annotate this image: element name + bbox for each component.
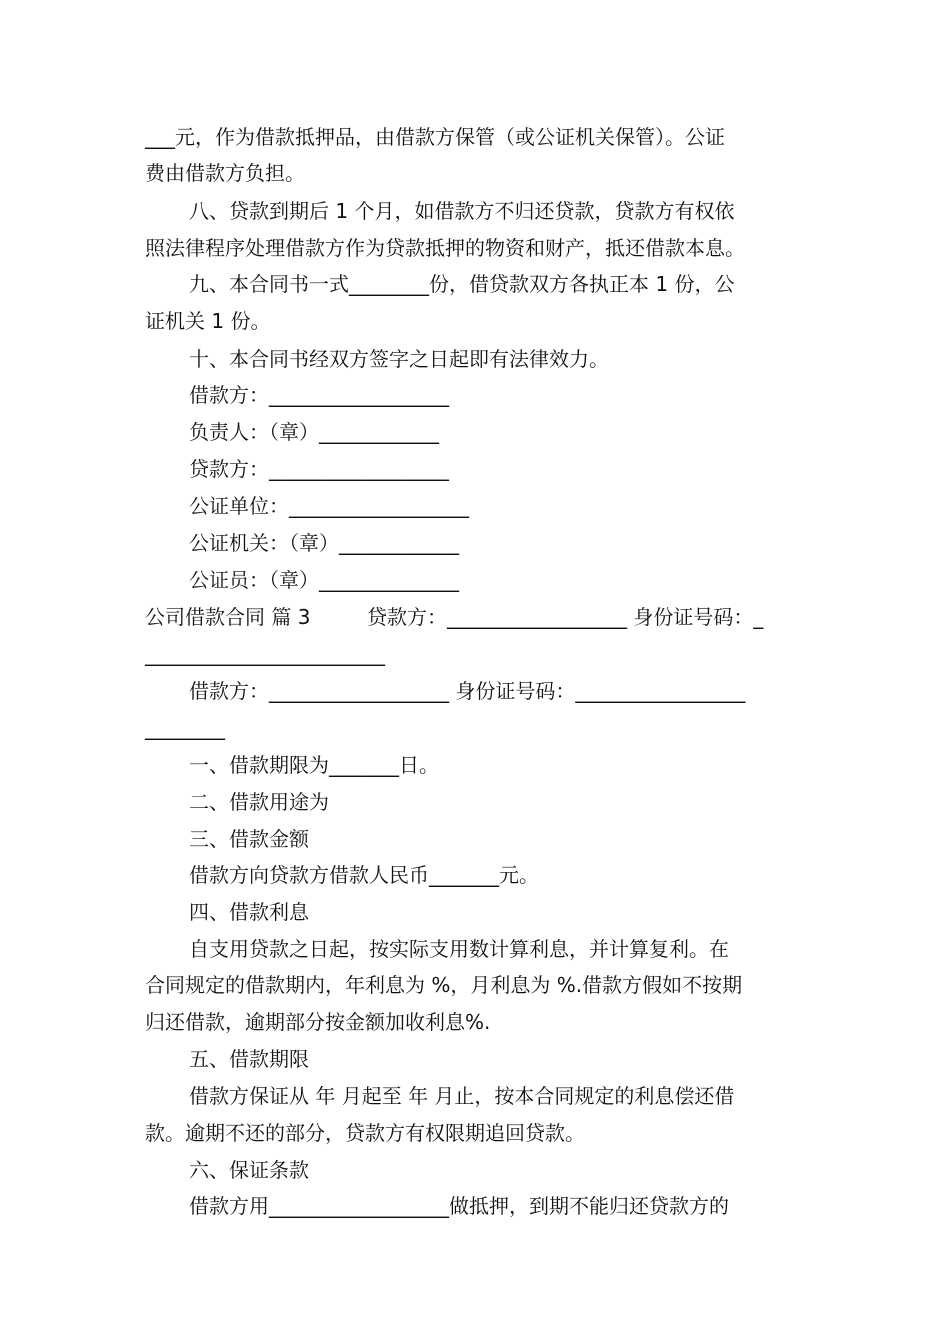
clause-1-term: 一、借款期限为_______日。	[189, 753, 439, 777]
borrower-id-continuation: ________	[145, 716, 225, 740]
paragraph-line: 照法律程序处理借款方作为贷款抵押的物资和财产，抵还借款本息。	[145, 236, 745, 260]
clause-9-line: 九、本合同书一式________份，借贷款双方各执正本 1 份，公	[189, 272, 735, 296]
lender-id-continuation: ________________________	[145, 642, 385, 666]
clause-8-line: 八、贷款到期后 1 个月，如借款方不归还贷款，贷款方有权依	[189, 199, 735, 223]
paragraph-line: ___元，作为借款抵押品，由借款方保管（或公证机关保管）。公证	[145, 125, 725, 149]
lender-id-line: 贷款方：__________________ 身份证号码：_	[367, 605, 764, 629]
clause-10-line: 十、本合同书经双方签字之日起即有法律效力。	[189, 347, 609, 371]
signature-responsible-person: 负责人：（章）____________	[189, 420, 439, 444]
paragraph-line: 费由借款方负担。	[145, 161, 305, 185]
paragraph-line: 借款方用__________________做抵押，到期不能归还贷款方的	[189, 1194, 729, 1218]
signature-notary-office: 公证机关：（章）____________	[189, 531, 459, 555]
paragraph-line: 证机关 1 份。	[145, 309, 271, 333]
clause-3-amount: 借款方向贷款方借款人民币_______元。	[189, 863, 539, 887]
paragraph-line: 借款方保证从 年 月起至 年 月止，按本合同规定的利息偿还借	[189, 1084, 735, 1108]
paragraph-line: 自支用贷款之日起，按实际支用数计算利息，并计算复利。在	[189, 937, 729, 961]
paragraph-line: 合同规定的借款期内，年利息为 %，月利息为 %.借款方假如不按期	[145, 973, 743, 997]
clause-4-heading: 四、借款利息	[189, 900, 309, 924]
paragraph-line: 款。逾期不还的部分，贷款方有权限期追回贷款。	[145, 1121, 585, 1145]
clause-6-heading: 六、保证条款	[189, 1158, 309, 1182]
section-heading: 公司借款合同 篇 3	[145, 605, 311, 629]
clause-3-heading: 三、借款金额	[189, 827, 309, 851]
signature-notary-clerk: 公证员：（章）______________	[189, 568, 459, 592]
paragraph-line: 归还借款，逾期部分按金额加收利息%.	[145, 1010, 491, 1034]
signature-lender: 贷款方：__________________	[189, 457, 449, 481]
borrower-id-line: 借款方：__________________ 身份证号码：_________________	[189, 679, 746, 703]
clause-2-purpose: 二、借款用途为	[189, 790, 329, 814]
signature-borrower: 借款方：__________________	[189, 383, 449, 407]
signature-notary-unit: 公证单位：__________________	[189, 494, 469, 518]
clause-5-heading: 五、借款期限	[189, 1047, 309, 1071]
